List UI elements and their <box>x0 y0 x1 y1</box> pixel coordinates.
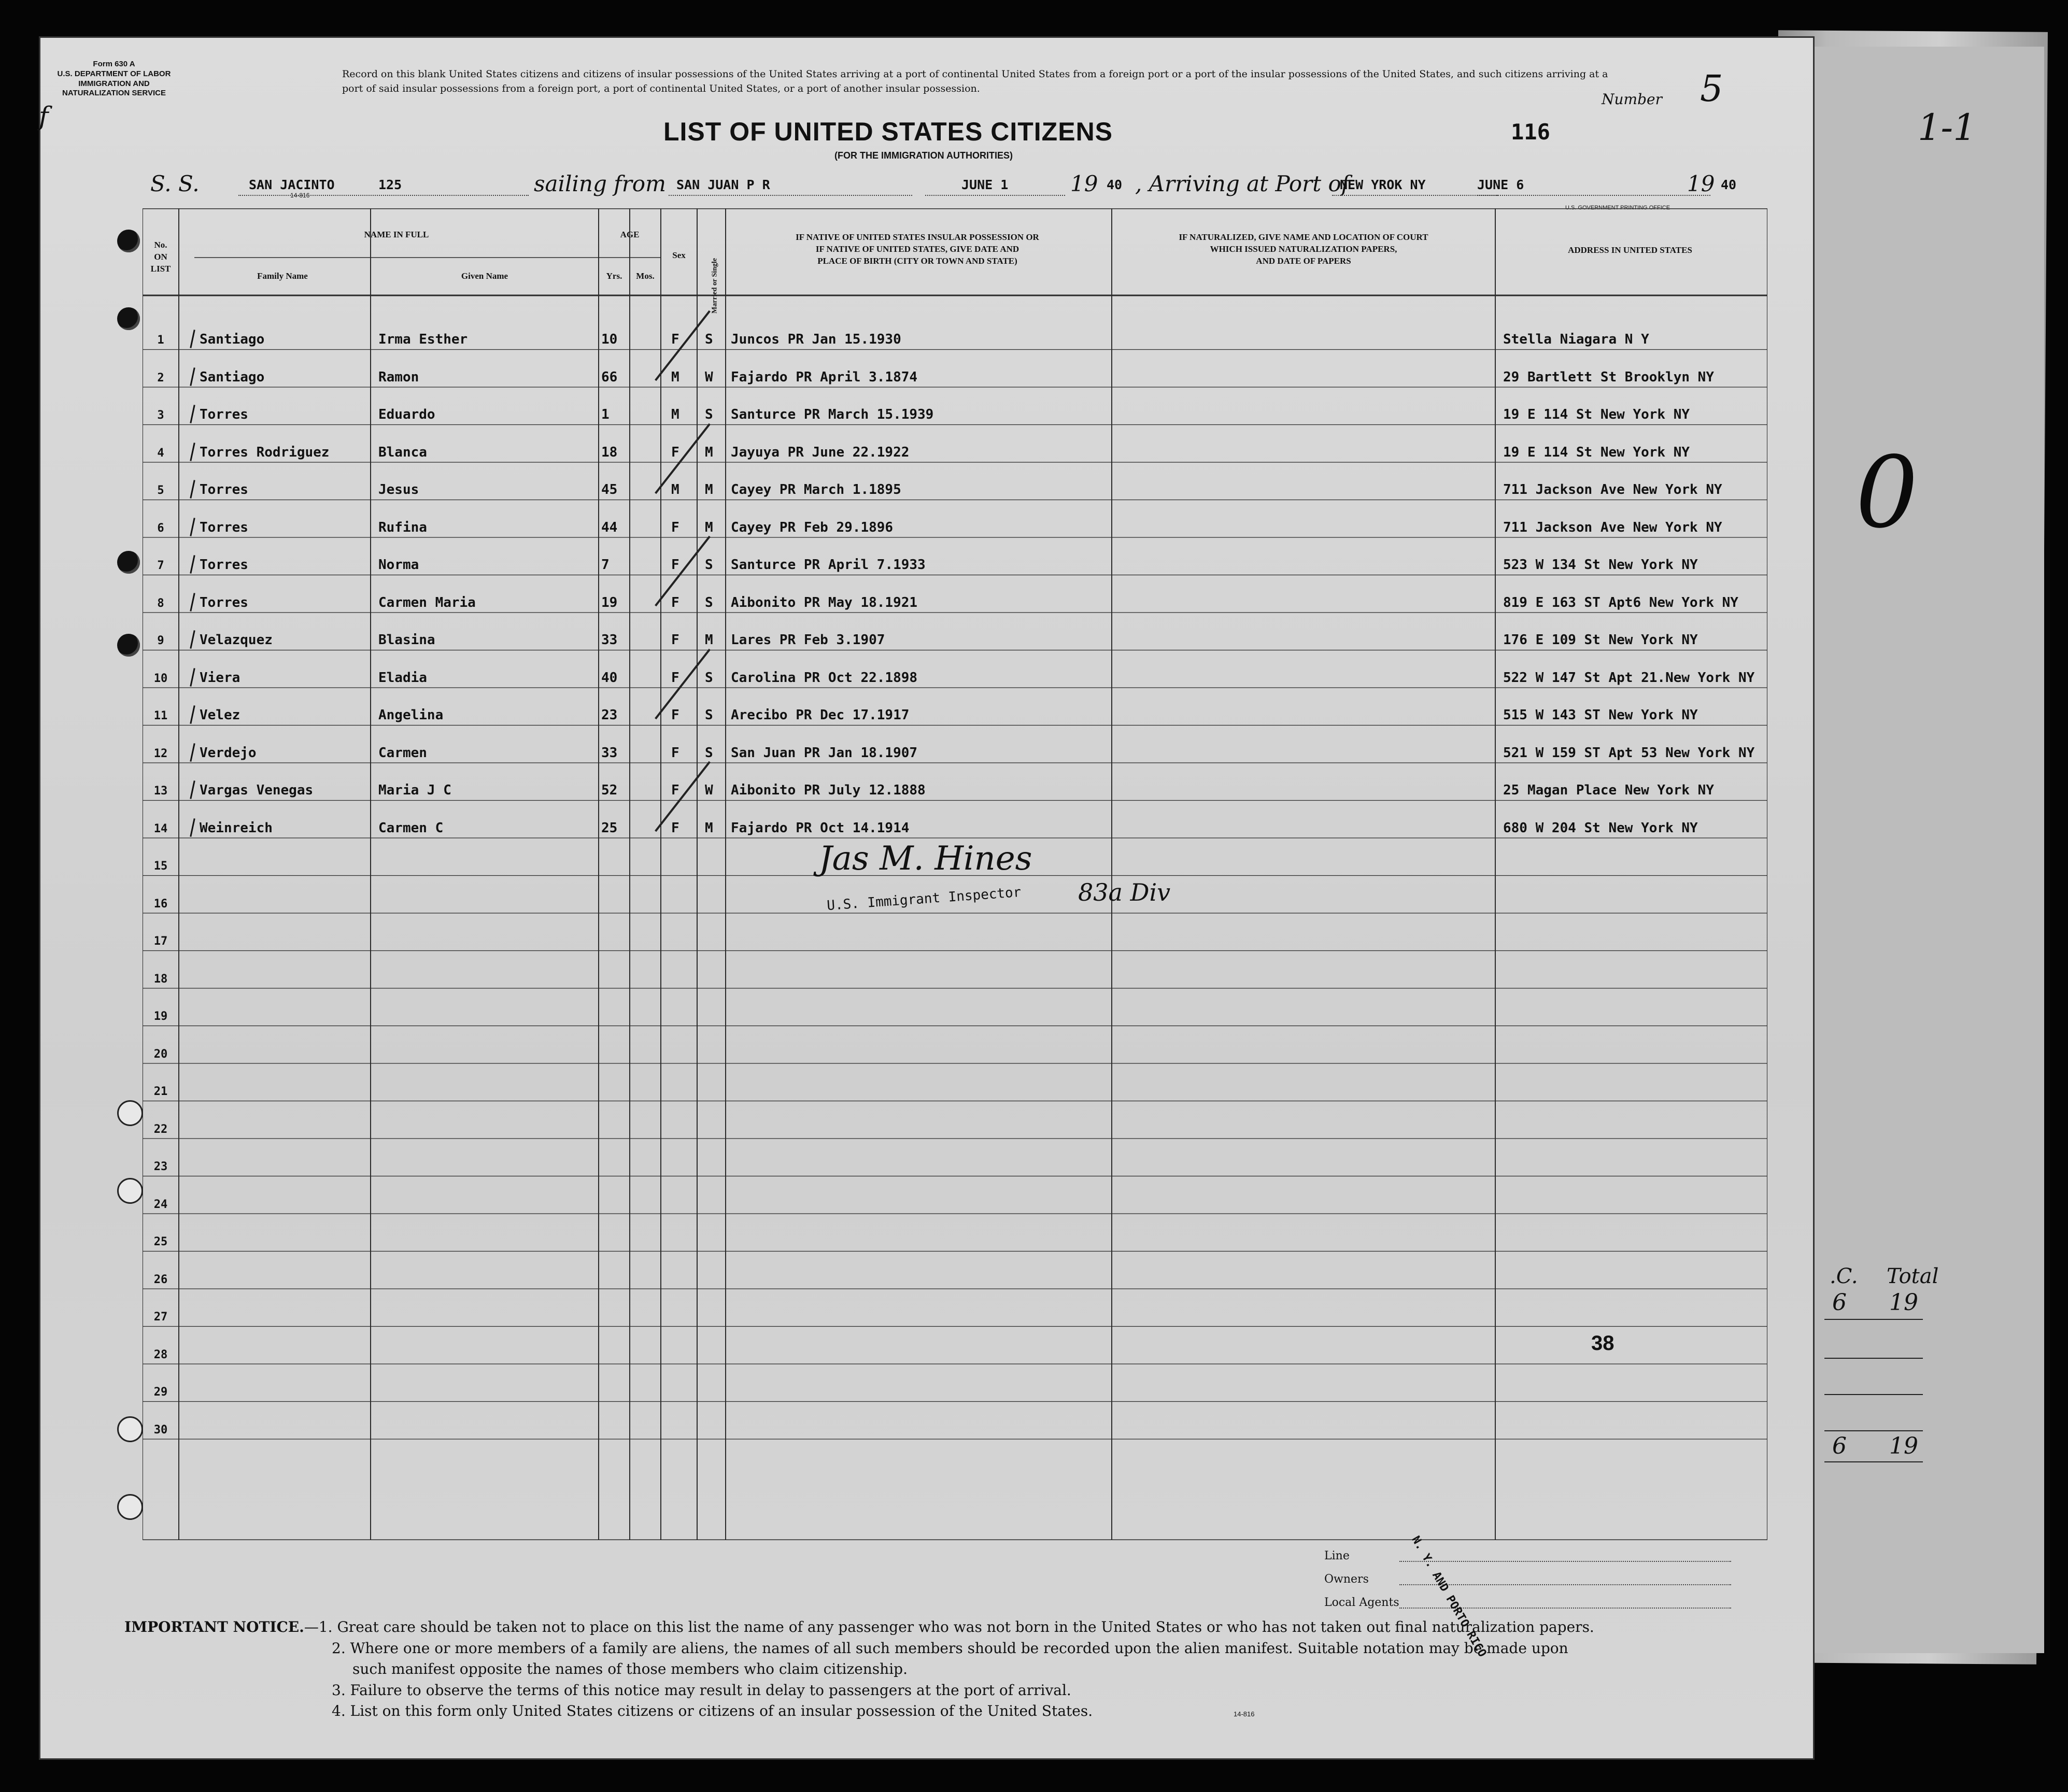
age-years-cell: 1 <box>601 407 610 422</box>
age-years-cell: 52 <box>601 783 618 798</box>
tally-row1-total: 19 <box>1889 1289 1918 1316</box>
margin-note-right: 1-1 <box>1918 106 1976 149</box>
header-naturalized: IF NATURALIZED, GIVE NAME AND LOCATION OF COURT WHICH ISSUED NATURALIZATION PAPERS, AND DATE OF PAPERS <box>1179 232 1428 266</box>
row-number: 30 <box>153 1423 168 1437</box>
marital-status-cell: M <box>705 632 713 648</box>
age-years-cell: 40 <box>601 670 618 686</box>
ss-label: S. S. <box>150 171 200 196</box>
row-number: 18 <box>153 972 168 986</box>
row-number: 3 <box>157 409 164 422</box>
page-subtitle: (FOR THE IMMIGRATION AUTHORITIES) <box>834 150 1013 161</box>
form-code: 14-816 <box>290 192 310 199</box>
address-cell: Stella Niagara N Y <box>1503 332 1649 347</box>
marital-status-cell: S <box>705 670 713 686</box>
given-name-cell: Ramon <box>378 369 419 385</box>
header-given-name: Given Name <box>461 271 508 281</box>
punch-hole <box>117 1494 143 1520</box>
voyage-line <box>150 171 1747 202</box>
given-name-cell: Eduardo <box>378 407 435 422</box>
division-note: 83a Div <box>1078 878 1171 906</box>
punch-hole <box>117 634 140 657</box>
address-cell: 19 E 114 St New York NY <box>1503 407 1690 422</box>
sex-cell: F <box>671 820 679 836</box>
birth-cell: Aibonito PR May 18.1921 <box>731 594 918 610</box>
birth-cell: Cayey PR March 1.1895 <box>731 482 901 497</box>
line-underline <box>1399 1561 1731 1562</box>
row-number: 6 <box>157 521 164 535</box>
important-notice <box>124 1617 1752 1722</box>
row-number: 22 <box>153 1122 168 1136</box>
margin-mark: f <box>39 101 49 131</box>
margin-big-zero: 0 <box>1855 435 1918 550</box>
notice-item-2: 2. Where one or more members of a family are aliens, the names of all such members should be recorded upon the alien manifest. Suitable notation may be made upon <box>332 1639 1568 1657</box>
row-number: 9 <box>157 634 164 647</box>
record-instructions: Record on this blank United States citizens and citizens of insular possessions of the United States arriving at a port of continental United States from a foreign port or a port of the insular possessions of the United States, and such citizens arriving at a port of said insular possessions from a foreign port, a port of continental United States, or a port of another insular possession. <box>342 68 1608 94</box>
marital-status-cell: S <box>705 594 713 610</box>
punch-hole <box>117 1100 143 1126</box>
line-label: Line <box>1324 1549 1350 1562</box>
notice-item-4: 4. List on this form only United States citizens or citizens of an insular possession of the United States. <box>332 1702 1093 1720</box>
row-number: 27 <box>153 1311 168 1324</box>
agents-block <box>1324 1544 1399 1614</box>
birth-cell: Lares PR Feb 3.1907 <box>731 632 885 648</box>
punch-hole <box>117 1416 143 1442</box>
row-number: 25 <box>153 1235 168 1248</box>
sex-cell: F <box>671 745 679 761</box>
sailing-from-label: sailing from <box>534 171 666 196</box>
birth-cell: Santurce PR March 15.1939 <box>731 407 934 422</box>
tally-rule <box>1824 1394 1923 1395</box>
number-value: 5 <box>1700 67 1723 110</box>
age-years-cell: 23 <box>601 707 618 723</box>
tally-rule <box>1824 1358 1923 1359</box>
address-cell: 515 W 143 ST New York NY <box>1503 707 1698 723</box>
marital-status-cell: S <box>705 707 713 723</box>
tally-row2-c: 6 <box>1832 1433 1847 1459</box>
row-number: 10 <box>153 672 168 685</box>
row-number: 5 <box>157 484 164 497</box>
given-name-cell: Maria J C <box>378 783 451 798</box>
birth-cell: Carolina PR Oct 22.1898 <box>731 670 918 686</box>
marital-status-cell: M <box>705 820 713 836</box>
age-years-cell: 25 <box>601 820 618 836</box>
family-name-cell: Torres <box>200 407 248 422</box>
given-name-cell: Eladia <box>378 670 427 686</box>
birth-cell: Fajardo PR Oct 14.1914 <box>731 820 910 836</box>
given-name-cell: Irma Esther <box>378 332 468 347</box>
sex-cell: F <box>671 332 679 347</box>
ship-underline <box>238 195 529 196</box>
family-name-cell: Velez <box>200 707 240 723</box>
sex-cell: F <box>671 557 679 573</box>
address-cell: 176 E 109 St New York NY <box>1503 632 1698 648</box>
address-cell: 680 W 204 St New York NY <box>1503 820 1698 836</box>
punch-hole <box>117 230 140 252</box>
marital-status-cell: S <box>705 557 713 573</box>
family-name-cell: Vargas Venegas <box>200 783 314 798</box>
sex-cell: F <box>671 783 679 798</box>
notice-item-2b: such manifest opposite the names of those members who claim citizenship. <box>352 1660 908 1678</box>
given-name-cell: Blasina <box>378 632 435 648</box>
row-number: 26 <box>153 1273 168 1286</box>
address-cell: 25 Magan Place New York NY <box>1503 783 1714 798</box>
print-code: 14-816 <box>1234 1710 1255 1718</box>
age-years-cell: 45 <box>601 482 618 497</box>
row-number: 20 <box>153 1047 168 1061</box>
notice-item-1: —1. Great care should be taken not to place on this list the name of any passenger who was not born in the United States or who has not taken out final naturalization papers. <box>304 1618 1594 1635</box>
age-years-cell: 33 <box>601 745 618 761</box>
header-yrs: Yrs. <box>606 271 622 281</box>
given-name-cell: Angelina <box>378 707 444 723</box>
header-age: AGE <box>620 230 640 239</box>
arrival-year-prefix: 19 <box>1687 171 1715 196</box>
row-number: 29 <box>153 1386 168 1399</box>
marital-status-cell: S <box>705 332 713 347</box>
arriving-label: , Arriving at Port of <box>1135 171 1350 196</box>
form-identifier: Form 630 A U.S. DEPARTMENT OF LABOR IMMIGRATION AND NATURALIZATION SERVICE <box>57 60 171 98</box>
address-cell: 819 E 163 ST Apt6 New York NY <box>1503 594 1738 610</box>
age-years-cell: 18 <box>601 444 618 460</box>
punch-hole <box>117 551 140 574</box>
from-port: SAN JUAN P R <box>676 177 770 192</box>
row-number: 15 <box>153 860 168 873</box>
sex-cell: M <box>671 369 679 385</box>
birth-cell: Juncos PR Jan 15.1930 <box>731 332 901 347</box>
family-name-cell: Torres <box>200 594 248 610</box>
row-number: 24 <box>153 1198 168 1211</box>
sex-cell: F <box>671 444 679 460</box>
family-name-cell: Santiago <box>200 369 265 385</box>
row-number: 2 <box>157 371 164 385</box>
age-years-cell: 19 <box>601 594 618 610</box>
marital-status-cell: S <box>705 407 713 422</box>
tally-rule <box>1824 1319 1923 1320</box>
inspector-label: U.S. Immigrant Inspector <box>826 884 1022 914</box>
row-number: 19 <box>153 1010 168 1023</box>
date-underline <box>925 195 1065 196</box>
marital-status-cell: M <box>705 519 713 535</box>
sex-cell: F <box>671 670 679 686</box>
family-name-cell: Viera <box>200 670 240 686</box>
age-years-cell: 44 <box>601 519 618 535</box>
arrival-year: 40 <box>1721 177 1737 192</box>
punch-hole <box>117 1178 143 1204</box>
age-years-cell: 33 <box>601 632 618 648</box>
family-name-cell: Torres Rodriguez <box>200 444 330 460</box>
number-label: Number <box>1602 91 1662 108</box>
tally-rule <box>1824 1430 1923 1431</box>
family-name-cell: Santiago <box>200 332 265 347</box>
tally-row1-c: 6 <box>1832 1289 1847 1316</box>
age-years-cell: 10 <box>601 332 618 347</box>
marital-status-cell: M <box>705 482 713 497</box>
family-name-cell: Weinreich <box>200 820 273 836</box>
address-cell: 711 Jackson Ave New York NY <box>1503 519 1722 535</box>
local-agents-label: Local Agents <box>1324 1596 1399 1609</box>
birth-cell: Fajardo PR April 3.1874 <box>731 369 918 385</box>
row-number: 7 <box>157 559 164 572</box>
address-cell: 522 W 147 St Apt 21.New York NY <box>1503 670 1755 686</box>
header-name-in-full: NAME IN FULL <box>364 230 429 239</box>
tally-rule <box>1824 1461 1923 1462</box>
arrival-date-underline <box>1477 195 1710 196</box>
sail-year: 40 <box>1107 177 1123 192</box>
tally-col-total: Total <box>1887 1264 1939 1288</box>
row-number: 1 <box>157 334 164 347</box>
age-years-cell: 66 <box>601 369 618 385</box>
birth-cell: Jayuya PR June 22.1922 <box>731 444 910 460</box>
age-years-cell: 7 <box>601 557 610 573</box>
birth-cell: Santurce PR April 7.1933 <box>731 557 926 573</box>
owners-label: Owners <box>1324 1573 1369 1586</box>
ship-number: 125 <box>378 177 402 192</box>
passenger-count: 38 <box>1591 1332 1614 1355</box>
row-number: 23 <box>153 1160 168 1173</box>
birth-cell: Aibonito PR July 12.1888 <box>731 783 926 798</box>
list-number: 116 <box>1511 119 1550 145</box>
row-number: 8 <box>157 596 164 610</box>
underlying-page-edge <box>1804 47 2044 1653</box>
given-name-cell: Blanca <box>378 444 427 460</box>
marital-status-cell: M <box>705 444 713 460</box>
row-number: 11 <box>153 709 168 722</box>
sex-cell: F <box>671 707 679 723</box>
punch-hole <box>117 307 140 330</box>
marital-status-cell: S <box>705 745 713 761</box>
family-name-cell: Torres <box>200 519 248 535</box>
birth-cell: Cayey PR Feb 29.1896 <box>731 519 894 535</box>
agent-stamp: N. Y. AND PORTO RICO <box>1409 1534 1489 1659</box>
family-name-cell: Torres <box>200 557 248 573</box>
year-prefix: 19 <box>1070 171 1098 196</box>
sex-cell: M <box>671 482 679 497</box>
tally-col-c: .C. <box>1830 1264 1858 1288</box>
family-name-cell: Verdejo <box>200 745 257 761</box>
address-cell: 19 E 114 St New York NY <box>1503 444 1690 460</box>
row-number: 17 <box>153 935 168 948</box>
header-mos: Mos. <box>636 271 655 281</box>
row-number: 28 <box>153 1348 168 1361</box>
notice-line-1 <box>124 1617 1752 1638</box>
row-number: 13 <box>153 785 168 798</box>
header-address: ADDRESS IN UNITED STATES <box>1568 245 1692 255</box>
given-name-cell: Rufina <box>378 519 427 535</box>
address-cell: 29 Bartlett St Brooklyn NY <box>1503 369 1714 385</box>
arrival-port: NEW YROK NY <box>1340 177 1426 192</box>
header-sex: Sex <box>672 250 686 260</box>
given-name-cell: Jesus <box>378 482 419 497</box>
birth-cell: San Juan PR Jan 18.1907 <box>731 745 918 761</box>
row-number: 16 <box>153 897 168 911</box>
tally-row2-total: 19 <box>1889 1433 1918 1459</box>
printer-note: U.S. GOVERNMENT PRINTING OFFICE <box>1565 205 1670 211</box>
family-name-cell: Velazquez <box>200 632 273 648</box>
port-underline <box>1332 195 1498 196</box>
given-name-cell: Carmen Maria <box>378 594 476 610</box>
row-number: 12 <box>153 747 168 760</box>
notice-item-3: 3. Failure to observe the terms of this notice may result in delay to passengers at the port of arrival. <box>332 1681 1071 1699</box>
given-name-cell: Carmen <box>378 745 427 761</box>
address-cell: 521 W 159 ST Apt 53 New York NY <box>1503 745 1755 761</box>
page-title: LIST OF UNITED STATES CITIZENS <box>663 117 1113 146</box>
family-name-cell: Torres <box>200 482 248 497</box>
sex-cell: F <box>671 519 679 535</box>
ship-name: SAN JACINTO <box>249 177 335 192</box>
row-number: 4 <box>157 446 164 460</box>
sex-cell: M <box>671 407 679 422</box>
sail-date: JUNE 1 <box>961 177 1009 192</box>
notice-lead: IMPORTANT NOTICE. <box>124 1618 304 1635</box>
header-family-name: Family Name <box>257 271 308 281</box>
marital-status-cell: W <box>705 783 713 798</box>
header-birth: IF NATIVE OF UNITED STATES INSULAR POSSESSION OR IF NATIVE OF UNITED STATES, GIVE DATE AND PLACE OF BIRTH (CITY OR TOWN AND STATE) <box>796 232 1039 266</box>
address-cell: 523 W 134 St New York NY <box>1503 557 1698 573</box>
address-cell: 711 Jackson Ave New York NY <box>1503 482 1722 497</box>
marital-status-cell: W <box>705 369 713 385</box>
arrival-date: JUNE 6 <box>1477 177 1524 192</box>
sex-cell: F <box>671 632 679 648</box>
header-married-single: Married or Single <box>711 258 719 314</box>
row-number: 21 <box>153 1085 168 1098</box>
row-number: 14 <box>153 822 168 835</box>
from-underline <box>669 195 912 196</box>
header-no-on-list: No. ON LIST <box>150 240 171 274</box>
given-name-cell: Norma <box>378 557 419 573</box>
given-name-cell: Carmen C <box>378 820 444 836</box>
sex-cell: F <box>671 594 679 610</box>
inspector-signature: Jas M. Hines <box>819 840 1032 878</box>
birth-cell: Arecibo PR Dec 17.1917 <box>731 707 910 723</box>
